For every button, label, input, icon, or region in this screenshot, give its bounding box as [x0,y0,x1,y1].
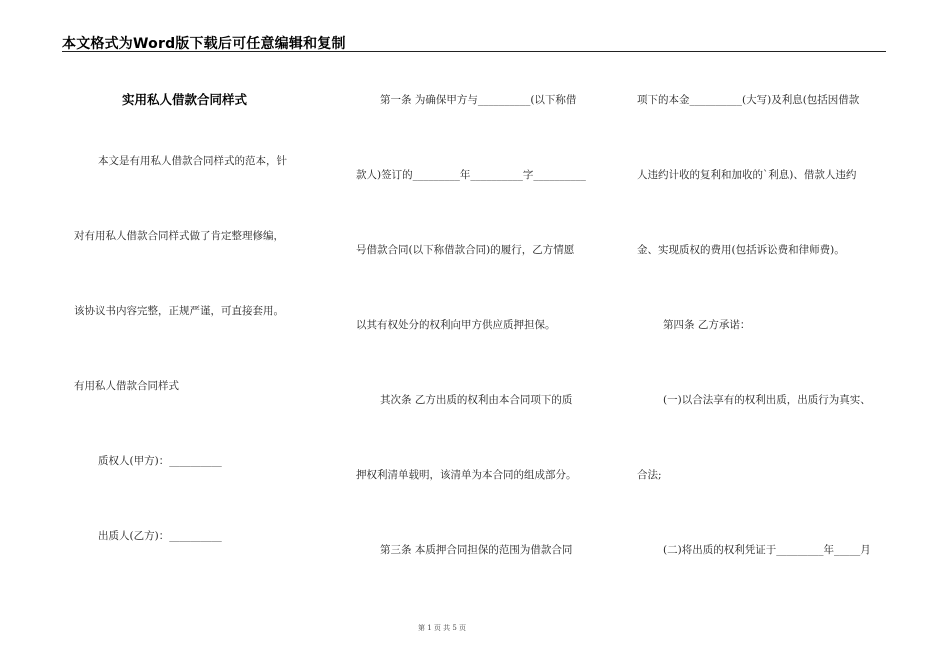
text-line: 款人)签订的_________年__________字__________ [356,169,586,181]
text-line: 其次条 乙方出质的权利由本合同项下的质 [380,394,573,406]
document-title: 实用私人借款合同样式 [122,92,248,107]
text-line: 第三条 本质押合同担保的范围为借款合同 [380,544,573,556]
page-number: 第 1 页 共 5 页 [417,624,467,632]
document-header-title: 本文格式为Word版下载后可任意编辑和复制 [62,36,346,52]
text-line: (一)以合法享有的权利出质，出质行为真实、 [663,394,871,406]
text-line: 对有用私人借款合同样式做了肯定整理修编， [74,230,284,242]
text-line: 合法; [637,469,662,481]
text-line: 第一条 为确保甲方与__________(以下称借 [380,94,577,106]
text-line: 第四条 乙方承诺： [663,319,751,331]
pledgee-field: 质权人(甲方)：__________ [98,455,222,467]
text-line: 以其有权处分的权利向甲方供应质押担保。 [356,319,556,331]
text-line: 该协议书内容完整，正规严谨，可直接套用。 [74,305,284,317]
text-line: 项下的本金__________(大写)及利息(包括因借款 [637,94,860,106]
text-line: (二)将出质的权利凭证于_________年_____月 [663,544,871,556]
header-divider [62,51,886,52]
text-line: 人违约计收的复利和加收的`利息)、借款人违约 [637,169,857,181]
text-line: 金、实现质权的费用(包括诉讼费和律师费)。 [637,244,845,256]
text-line: 有用私人借款合同样式 [74,380,179,392]
text-line: 号借款合同(以下称借款合同)的履行，乙方情愿 [356,244,575,256]
text-line: 押权利清单载明，该清单为本合同的组成部分。 [356,469,577,481]
text-line: 本文是有用私人借款合同样式的范本，针 [98,155,287,167]
pledgor-field: 出质人(乙方)：__________ [98,530,222,542]
